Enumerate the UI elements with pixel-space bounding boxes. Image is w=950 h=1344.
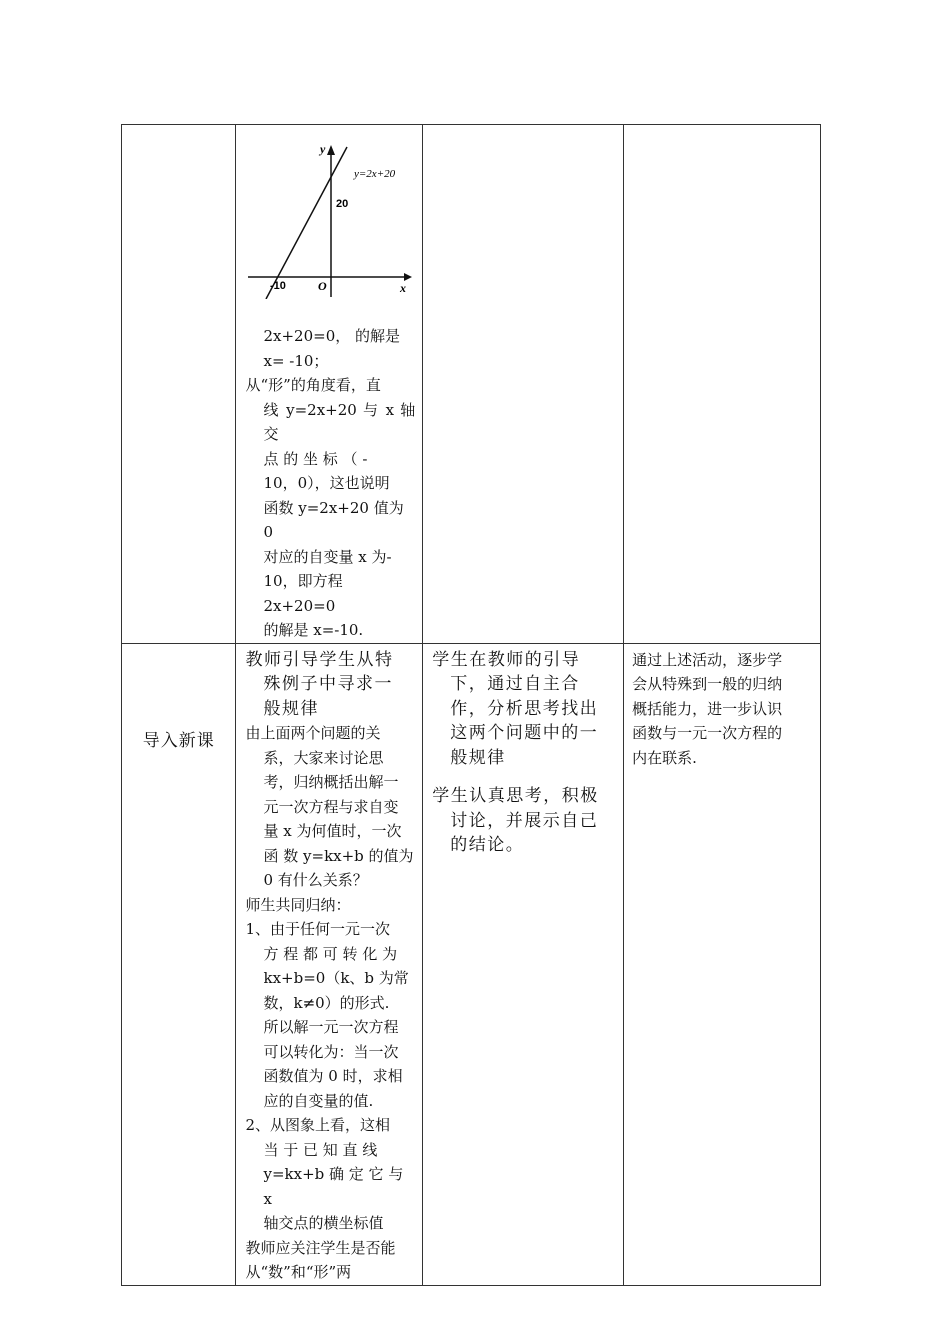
y-axis-arrow-icon [327, 145, 335, 155]
section-cell-empty [122, 125, 236, 644]
text-line: 函数 y=2x+20 值为 0 [263, 498, 404, 541]
function-line [266, 147, 347, 299]
teacher-activity-cell [236, 643, 423, 1285]
text-line: 量 x 为何值时，一次 [263, 822, 402, 840]
text-line: 1、由于任何一元一次 [245, 920, 391, 938]
cropped-text-line [236, 300, 422, 324]
student-activity [423, 644, 623, 858]
student-activity-cell [423, 643, 624, 1285]
text-line: 函数值为 0 时，求相 [263, 1067, 403, 1085]
text-line: 作，分析思考找出 [450, 698, 599, 719]
x-axis-label: x [400, 281, 407, 295]
table-row-new-lesson [122, 643, 821, 1285]
text-line: 概括能力，进一步认识 [632, 699, 783, 718]
teacher-explanation [236, 324, 422, 643]
text-line: 2、从图象上看，这相 [245, 1116, 391, 1134]
lesson-plan-table [121, 124, 821, 1286]
text-line: 点 的 坐 标 （ - [263, 449, 368, 468]
text-line: 应的自变量的值. [263, 1091, 374, 1110]
text-line: 般规律 [450, 747, 506, 768]
text-line: 所以解一元一次方程 [263, 1018, 399, 1036]
text-line: 师生共同归纳： [245, 895, 351, 914]
text-line: 讨论，并展示自己 [450, 810, 599, 831]
text-line: 可以转化为：当一次 [263, 1042, 399, 1061]
x-intercept-label: -10 [270, 280, 287, 292]
text-line: 的结论。 [450, 835, 525, 855]
table-row-graph [122, 125, 821, 644]
text-line: 系，大家来讨论思 [263, 748, 384, 767]
design-intent [624, 644, 820, 771]
text-line: 函 数 y=kx+b 的值为 [263, 846, 414, 865]
design-intent-cell [624, 643, 821, 1285]
section-label: 导入新课 [142, 730, 215, 751]
text-line: 考，归纳概括出解一 [263, 773, 399, 791]
text-line: 线 y=2x+20 与 x 轴交 [263, 400, 416, 443]
text-line: 2x+20=0， 的解是 [263, 327, 401, 345]
text-line: 这两个问题中的一 [450, 723, 599, 743]
text-line: 通过上述活动，逐步学 [632, 650, 783, 669]
heading-line: 教师引导学生从特 [245, 649, 394, 670]
heading-line: 殊例子中寻求一 [263, 674, 393, 694]
text-line: 从“形”的角度看，直 [245, 376, 381, 394]
text-line: 教师应关注学生是否能 [245, 1238, 396, 1257]
design-intent-cell-empty [624, 125, 821, 644]
heading-line: 般规律 [263, 698, 319, 719]
teacher-activity-cell [236, 125, 423, 644]
text-line: 内在联系. [632, 748, 697, 767]
paragraph-gap [432, 770, 616, 784]
text-line: 当 于 已 知 直 线 [263, 1140, 378, 1159]
text-line: 学生在教师的引导 [432, 649, 581, 670]
y-axis-label: y [320, 142, 326, 156]
text-line: 从“数”和“形”两 [245, 1263, 352, 1281]
y-intercept-label: 20 [336, 198, 349, 210]
text-line: 数，k≠0）的形式. [263, 993, 390, 1012]
teacher-activity [236, 644, 422, 1285]
function-graph [236, 125, 422, 300]
text-line: 10，0），这也说明 [263, 474, 390, 492]
section-cell [122, 643, 236, 1285]
student-activity-cell-empty [423, 125, 624, 644]
text-line: 会从特殊到一般的归纳 [632, 675, 783, 693]
graph-svg [244, 139, 414, 299]
text-line: 的解是 x=-10. [263, 621, 364, 639]
text-line: 0 有什么关系？ [263, 871, 368, 889]
text-line: 对应的自变量 x 为- [263, 547, 392, 566]
text-line: 学生认真思考，积极 [432, 786, 599, 806]
text-line: 元一次方程与求自变 [263, 797, 399, 816]
text-line: 10，即方程 2x+20=0 [263, 572, 343, 615]
line-equation-label: y=2x+20 [354, 168, 396, 180]
text-line: 函数与一元一次方程的 [632, 724, 783, 742]
text-line: 方 程 都 可 转 化 为 [263, 944, 398, 963]
text-line: 由上面两个问题的关 [245, 724, 381, 742]
text-line: kx+b=0（k、b 为常 [263, 969, 409, 987]
text-line: x= -10； [263, 351, 329, 370]
text-line: 下，通过自主合 [450, 674, 580, 694]
origin-label: O [318, 279, 328, 293]
text-line: 轴交点的横坐标值 [263, 1214, 384, 1232]
text-line: y=kx+b 确 定 它 与 x [263, 1165, 404, 1208]
x-axis-arrow-icon [404, 273, 412, 281]
